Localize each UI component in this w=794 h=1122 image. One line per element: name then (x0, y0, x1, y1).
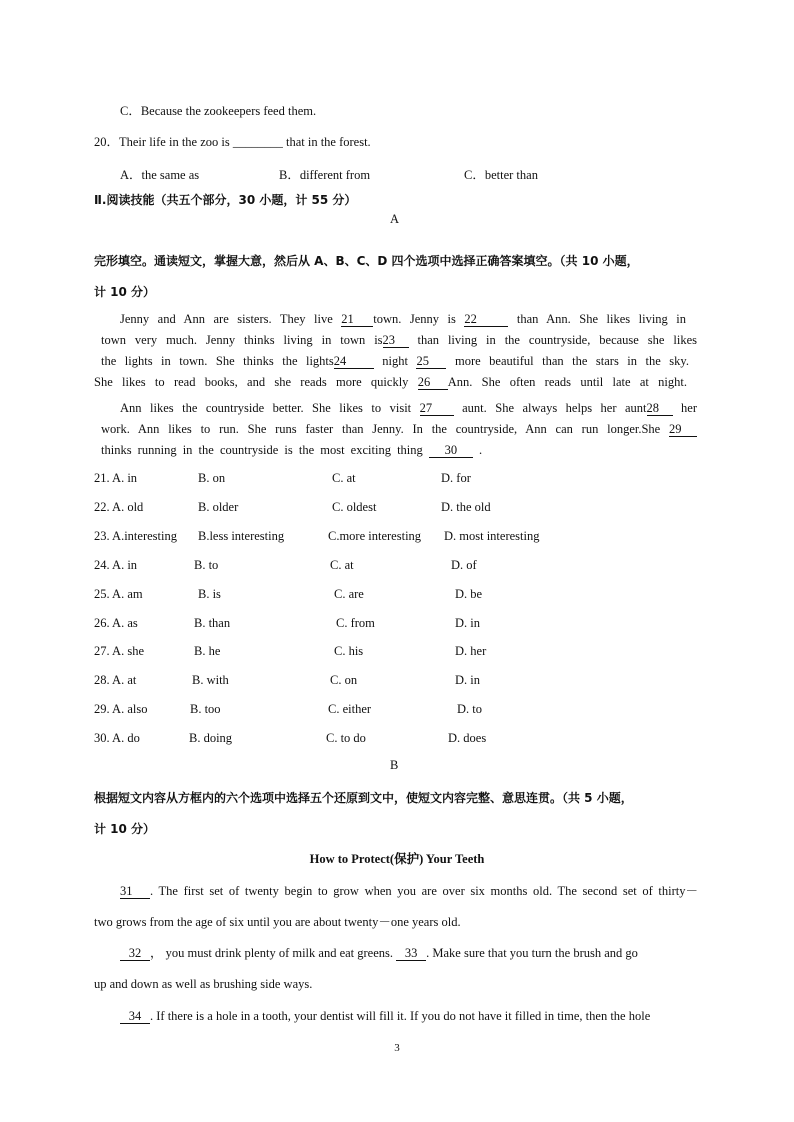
option-29-b: B. too (190, 702, 221, 716)
option-24-a: 24. A. in (94, 558, 138, 572)
blank-30: 30 (429, 443, 473, 458)
option-26-d: D. in (455, 616, 480, 630)
blank-28: 28 (647, 401, 673, 416)
passage-b-line-2: two grows from the age of six until you are about twenty－one years old. (94, 915, 461, 929)
passage-text: night (373, 354, 417, 368)
option-26-c: C. from (336, 616, 375, 630)
blank-26: 26 (418, 375, 448, 390)
option-24-c: C. at (330, 558, 354, 572)
passage-line-2 (101, 332, 697, 348)
passage-b-line-5 (120, 1008, 650, 1024)
option-21-d: D. for (441, 471, 471, 485)
blank-23: 23 (383, 333, 409, 348)
passage-text: aunt. She always helps her aunt (453, 401, 647, 415)
option-22-a: 22. A. old (94, 500, 144, 514)
q20-blank: ________ (232, 135, 283, 149)
passage-text: work. Ann likes to run. She runs faster than Jenny. In the countryside, Ann can run longer.She (101, 422, 669, 436)
passage-line-5 (120, 400, 697, 416)
blank-33: 33 (396, 946, 426, 961)
passage-text: She likes to read books, and she reads more quickly (94, 375, 418, 389)
passage-b-line-4: up and down as well as brushing side ways. (94, 977, 313, 991)
passage-text: than living in the countryside, because she likes (408, 333, 697, 347)
blank-31: 31 (120, 884, 150, 899)
part-a-instruction-1: 完形填空。通读短文，掌握大意，然后从 A、B、C、D 四个选项中选择正确答案填空。（共 10 小题， (94, 254, 639, 268)
passage-text: Jenny and Ann are sisters. They live (120, 312, 342, 326)
passage-text: the lights in town. She thinks the lights (101, 354, 334, 368)
option-26-a: 26. A. as (94, 616, 138, 630)
option-25-b: B. is (198, 587, 221, 601)
option-27-c: C. his (334, 644, 364, 658)
option-21-c: C. at (332, 471, 356, 485)
passage-text: . Make sure that you turn the brush and go (426, 946, 638, 960)
option-22-c: C. oldest (332, 500, 377, 514)
passage-text: her (672, 401, 697, 415)
option-21-b: B. on (198, 471, 226, 485)
blank-27: 27 (420, 401, 454, 416)
option-27-b: B. he (194, 644, 221, 658)
option-29-d: D. to (457, 702, 482, 716)
passage-line-7 (101, 442, 482, 458)
option-28-d: D. in (455, 673, 480, 687)
option-27-a: 27. A. she (94, 644, 144, 658)
passage-b-title: How to Protect(保护) Your Teeth (309, 852, 485, 866)
blank-24: 24 (334, 354, 374, 369)
option-26-b: B. than (194, 616, 231, 630)
option-30-c: C. to do (326, 731, 366, 745)
q20-stem-b: that in the forest. (282, 135, 371, 149)
blank-29: 29 (669, 422, 697, 437)
option-21-a: 21. A. in (94, 471, 138, 485)
option-22-b: B. older (198, 500, 239, 514)
blank-22: 22 (464, 312, 508, 327)
option-23-d: D. most interesting (444, 529, 540, 543)
option-27-d: D. her (455, 644, 487, 658)
part-a-label: A (390, 212, 400, 226)
part-b-instruction-2: 计 10 分） (94, 822, 156, 836)
option-28-b: B. with (192, 673, 229, 687)
passage-text: ， you must drink plenty of milk and eat greens. (150, 946, 397, 960)
option-25-d: D. be (455, 587, 483, 601)
q19-option-c: C．Because the zookeepers feed them. (120, 104, 317, 118)
q20-stem-a: 20．Their life in the zoo is (94, 135, 233, 149)
passage-text: more beautiful than the stars in the sky. (446, 354, 689, 368)
blank-34: 34 (120, 1009, 150, 1024)
q20-option-b: B．different from (279, 168, 371, 182)
passage-text: town. Jenny is (373, 312, 465, 326)
option-24-b: B. to (194, 558, 219, 572)
passage-text: . If there is a hole in a tooth, your dentist will fill it. If you do not have it filled in time, then the hole (150, 1009, 651, 1023)
passage-text: Ann likes the countryside better. She likes to visit (120, 401, 420, 415)
q20-option-a: A．the same as (120, 168, 200, 182)
option-30-d: D. does (448, 731, 487, 745)
part-b-instruction-1: 根据短文内容从方框内的六个选项中选择五个还原到文中，使短文内容完整、意思连贯。（共 5 小题， (94, 791, 633, 805)
option-29-a: 29. A. also (94, 702, 148, 716)
blank-32: 32 (120, 946, 150, 961)
passage-text: . The first set of twenty begin to grow when you are over six months old. The second set of thirty－ (150, 884, 698, 898)
passage-line-1 (120, 311, 686, 327)
q20-option-c: C．better than (464, 168, 538, 182)
passage-text: town very much. Jenny thinks living in town is (101, 333, 383, 347)
passage-b-line-1 (120, 883, 698, 899)
option-25-c: C. are (334, 587, 364, 601)
option-30-b: B. doing (189, 731, 233, 745)
passage-text: than Ann. She likes living in (508, 312, 686, 326)
passage-text: . (472, 443, 483, 457)
passage-b-line-3 (120, 945, 638, 961)
passage-text: thinks running in the countryside is the most exciting thing (101, 443, 429, 457)
option-23-a: 23. A.interesting (94, 529, 177, 543)
q20-stem (94, 134, 371, 150)
passage-line-6 (101, 421, 697, 437)
option-25-a: 25. A. am (94, 587, 143, 601)
option-24-d: D. of (451, 558, 477, 572)
option-30-a: 30. A. do (94, 731, 140, 745)
blank-21: 21 (341, 312, 373, 327)
option-28-a: 28. A. at (94, 673, 137, 687)
option-28-c: C. on (330, 673, 358, 687)
part-b-label: B (390, 758, 399, 772)
blank-25: 25 (416, 354, 446, 369)
passage-line-3 (101, 353, 689, 369)
part-a-instruction-2: 计 10 分） (94, 285, 156, 299)
page-number: 3 (394, 1042, 400, 1054)
option-29-c: C. either (328, 702, 372, 716)
passage-text: Ann. She often reads until late at night. (447, 375, 687, 389)
option-23-c: C.more interesting (328, 529, 422, 543)
option-22-d: D. the old (441, 500, 491, 514)
section-heading: Ⅱ.阅读技能（共五个部分，30 小题，计 55 分） (94, 193, 357, 207)
option-23-b: B.less interesting (198, 529, 285, 543)
passage-line-4 (94, 374, 687, 390)
